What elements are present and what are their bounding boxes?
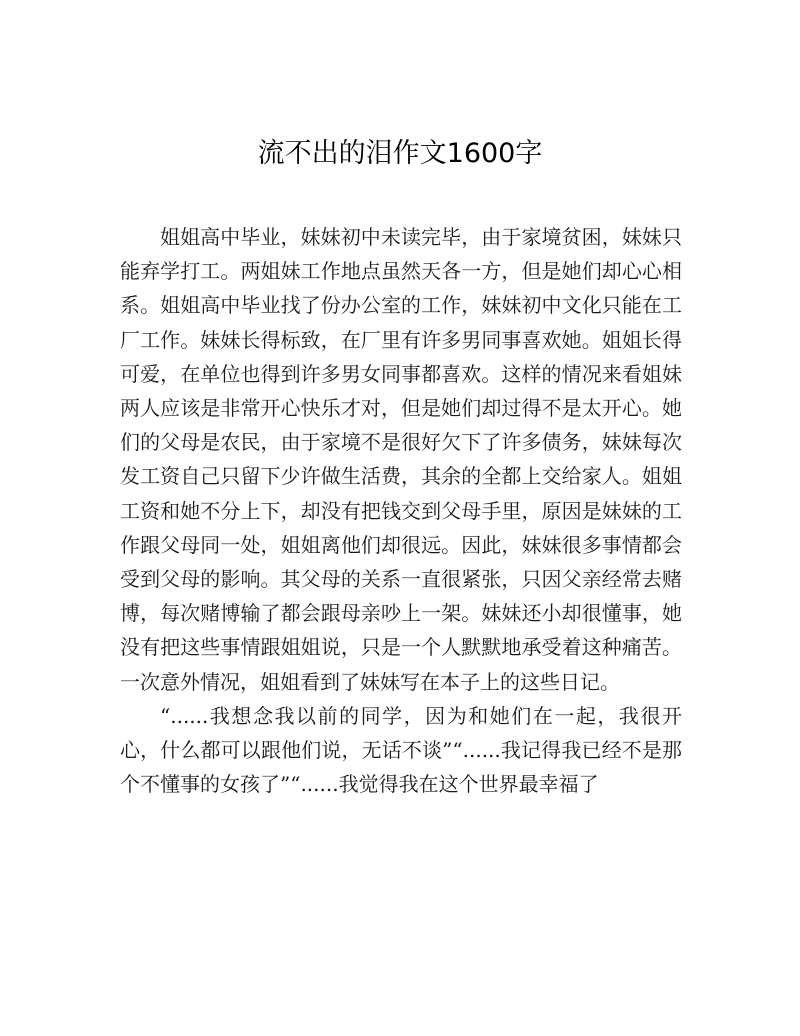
paragraph-2: “......我想念我以前的同学，因为和她们在一起，我很开心，什么都可以跟他们说，无话不谈”“......我记得我已经不是那个不懂事的女孩了”“......我觉得我在这个世界最幸福了: [120, 703, 682, 797]
document-title: 流不出的泪作文1600字: [257, 138, 543, 169]
paragraph-1: 姐姐高中毕业，妹妹初中未读完毕，由于家境贫困，妹妹只能弃学打工。两姐妹工作地点虽然天各一方，但是她们却心心相系。姐姐高中毕业找了份办公室的工作，妹妹初中文化只能在工厂工作。妹妹长得标致，在厂里有许多男同事喜欢她。姐姐长得可爱，在单位也得到许多男女同事都喜欢。这样的情况来看姐妹两人应该是非常开心快乐才对，但是她们却过得不是太开心。她们的父母是农民，由于家境不是很好欠下了许多债务，妹妹每次发工资自己只留下少许做生活费，其余的全都上交给家人。姐姐工资和她不分上下，却没有把钱交到父母手里，原因是妹妹的工作跟父母同一处，姐姐离他们却很远。因此，妹妹很多事情都会受到父母的影响。其父母的关系一直很紧张，只因父亲经常去赌博，每次赌博输了都会跟母亲吵上一架。妹妹还小却很懂事，她没有把这些事情跟姐姐说，只是一个人默默地承受着这种痛苦。一次意外情况，姐姐看到了妹妹写在本子上的这些日记。: [120, 225, 682, 694]
document-body: [120, 220, 682, 801]
